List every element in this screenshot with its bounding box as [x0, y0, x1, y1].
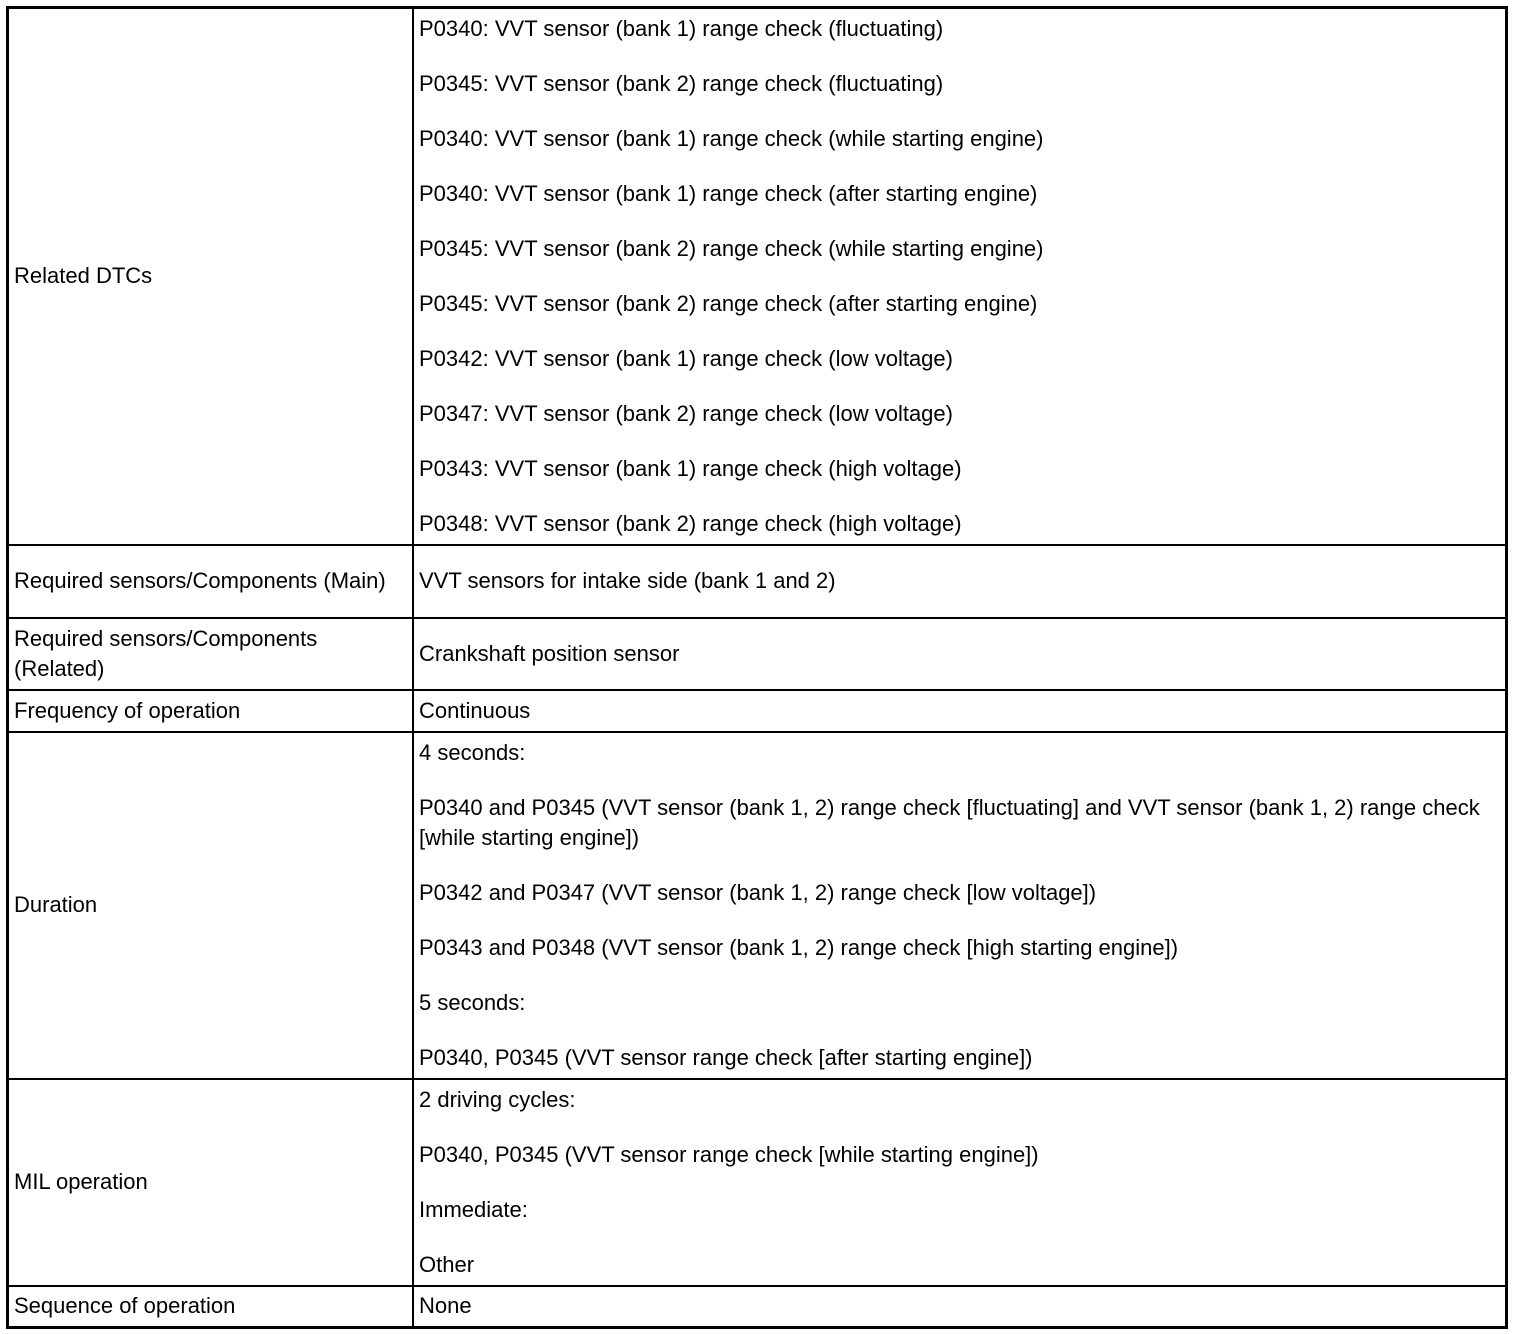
row-label: Required sensors/Components (Related)	[8, 618, 414, 690]
dtc-list	[419, 9, 1495, 543]
dtc-item: P0340: VVT sensor (bank 1) range check (after starting engine)	[419, 181, 1038, 207]
table-row-duration	[8, 732, 1507, 1079]
row-value: Continuous	[413, 690, 1507, 732]
table-row-mil-operation	[8, 1079, 1507, 1286]
row-label: MIL operation	[8, 1079, 414, 1286]
duration-item: P0340, P0345 (VVT sensor range check [after starting engine])	[419, 1045, 1033, 1070]
table-row-frequency	[8, 690, 1507, 732]
duration-list	[419, 733, 1495, 1077]
duration-item: P0343 and P0348 (VVT sensor (bank 1, 2) range check [high starting engine])	[419, 935, 1179, 960]
dtc-item: P0345: VVT sensor (bank 2) range check (after starting engine)	[419, 291, 1038, 317]
row-label: Required sensors/Components (Main)	[8, 545, 414, 618]
row-label: Duration	[8, 732, 414, 1079]
row-value	[413, 1079, 1507, 1286]
row-value: None	[413, 1286, 1507, 1328]
mil-item: 2 driving cycles:	[419, 1087, 576, 1112]
duration-item: 5 seconds:	[419, 990, 526, 1015]
dtc-item: P0343: VVT sensor (bank 1) range check (high voltage)	[419, 456, 962, 482]
dtc-item: P0347: VVT sensor (bank 2) range check (low voltage)	[419, 401, 953, 427]
dtc-item: P0340: VVT sensor (bank 1) range check (while starting engine)	[419, 126, 1044, 152]
mil-item: Immediate:	[419, 1197, 528, 1222]
dtc-item: P0345: VVT sensor (bank 2) range check (while starting engine)	[419, 236, 1044, 262]
table-row-related-dtcs	[8, 8, 1507, 545]
monitor-spec-table	[6, 6, 1508, 1329]
table-row-required-main	[8, 545, 1507, 618]
mil-item: Other	[419, 1252, 475, 1277]
table-row-sequence	[8, 1286, 1507, 1328]
table-row-required-related	[8, 618, 1507, 690]
duration-item: 4 seconds:	[419, 740, 526, 765]
row-value	[413, 8, 1507, 545]
row-value: Crankshaft position sensor	[413, 618, 1507, 690]
mil-list	[419, 1080, 1495, 1284]
duration-item: P0342 and P0347 (VVT sensor (bank 1, 2) range check [low voltage])	[419, 880, 1097, 905]
dtc-item: P0342: VVT sensor (bank 1) range check (low voltage)	[419, 346, 953, 372]
row-label: Frequency of operation	[8, 690, 414, 732]
dtc-item: P0345: VVT sensor (bank 2) range check (fluctuating)	[419, 71, 944, 97]
row-label: Related DTCs	[8, 8, 414, 545]
row-value: VVT sensors for intake side (bank 1 and 2)	[413, 545, 1507, 618]
dtc-item: P0340: VVT sensor (bank 1) range check (fluctuating)	[419, 16, 944, 42]
row-label: Sequence of operation	[8, 1286, 414, 1328]
duration-item: P0340 and P0345 (VVT sensor (bank 1, 2) range check [fluctuating] and VVT sensor (bank 1, 2) range check [while starting engine])	[419, 795, 1480, 850]
row-value	[413, 732, 1507, 1079]
mil-item: P0340, P0345 (VVT sensor range check [while starting engine])	[419, 1142, 1039, 1167]
dtc-item: P0348: VVT sensor (bank 2) range check (high voltage)	[419, 511, 962, 537]
